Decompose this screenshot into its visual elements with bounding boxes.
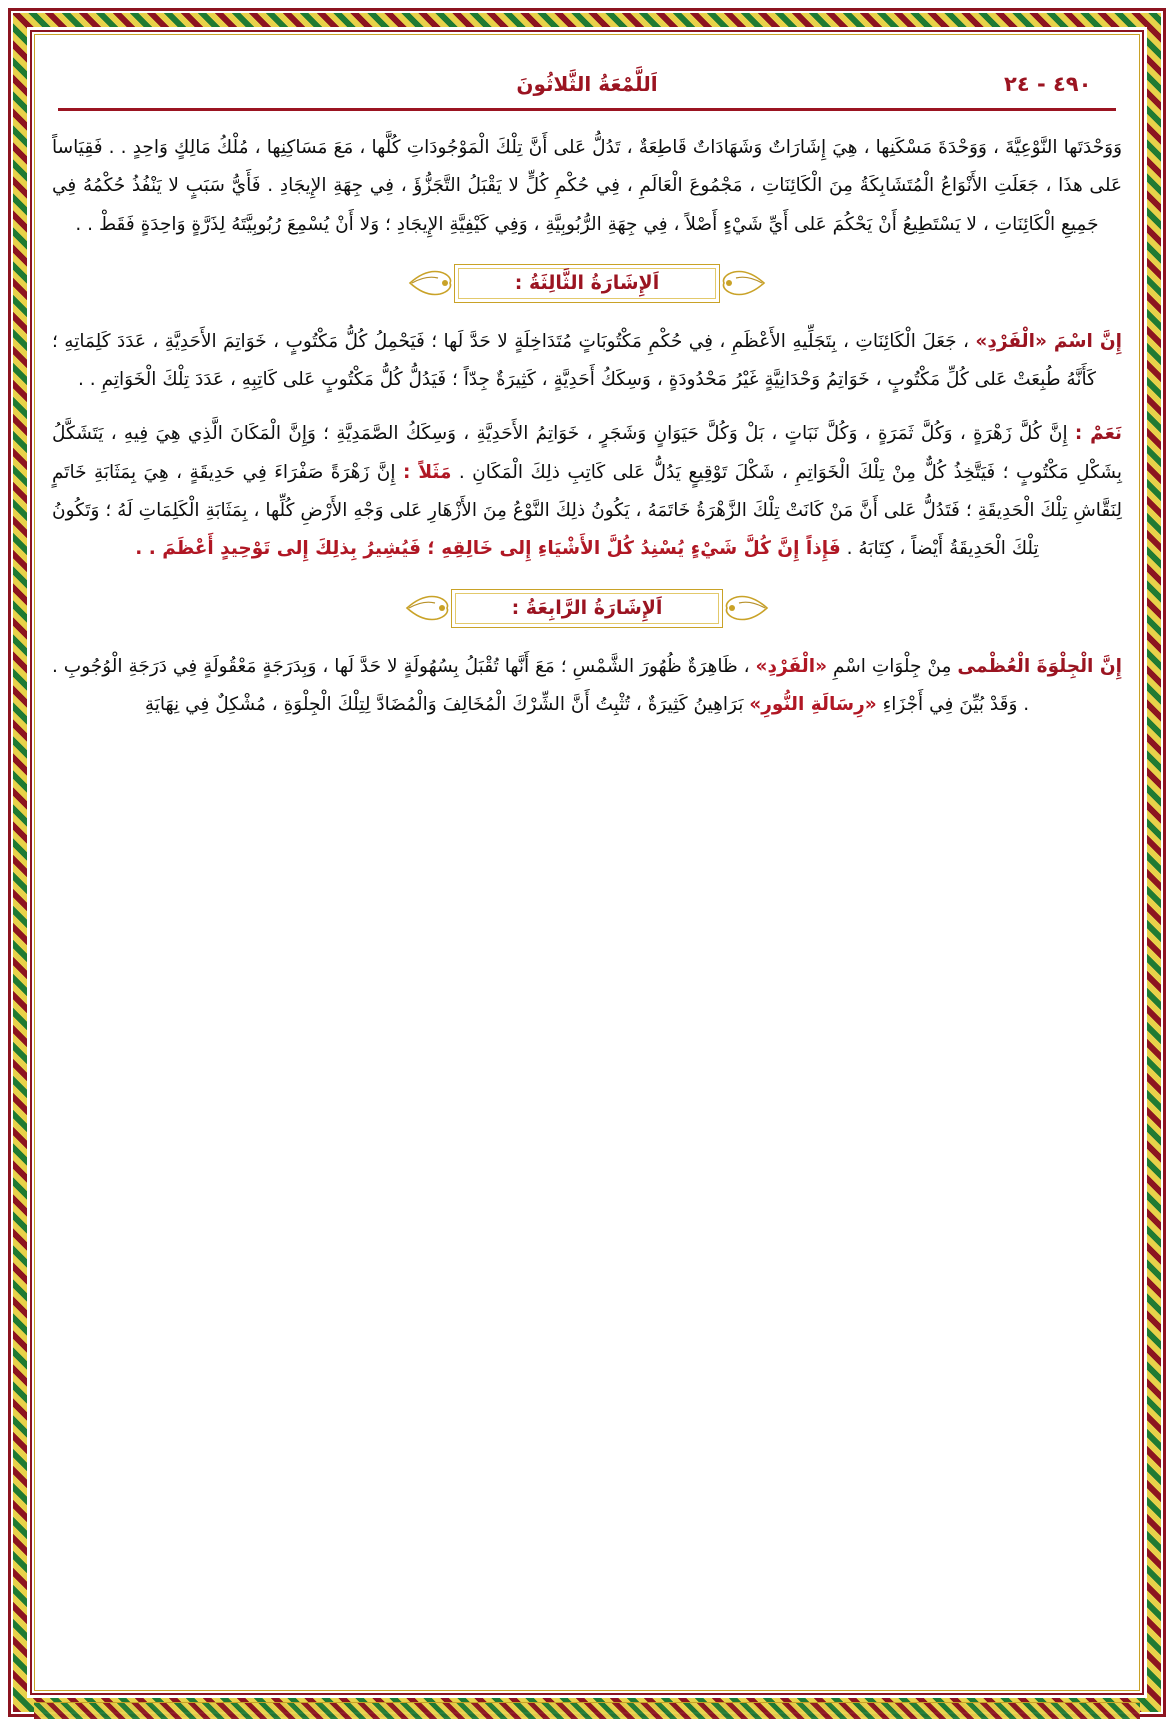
page-title: اَللَّمْعَةُ الثَّلاثُونَ bbox=[516, 72, 658, 96]
paragraph-4-text-a: مِنْ جِلْوَاتِ اسْمِ bbox=[827, 655, 958, 677]
paragraph-4-lead: إِنَّ الْجِلْوَةَ الْعُظْمى bbox=[957, 655, 1122, 677]
paragraph-4-term-risala-nur: «رِسَالَةِ النُّورِ» bbox=[749, 693, 877, 715]
header-divider bbox=[58, 108, 1116, 111]
ornament-left-flourish-icon bbox=[720, 266, 766, 300]
ornament-right-flourish-icon-2 bbox=[405, 591, 451, 625]
paragraph-2-text: ، جَعَلَ الْكَائِنَاتِ ، بِتَجَلِّيهِ الأَعْظَمِ ، فِي حُكْمِ مَكْتُوبَاتٍ مُتَدَاخِلَةٍ لا حَدَّ لَها ؛ فَيَحْمِلُ كُلُّ مَكْتُوبٍ ، خَوَاتِمَ الأَحَدِيَّةِ ، عَدَدَ كَلِمَاتِهِ ؛ كَأَنَّهُ طُبِعَتْ عَلى كُلِّ مَكْتُوبٍ ، خَوَاتِمُ وَحْدَانِيَّةٍ غَيْرُ مَحْدُودَةٍ ، وَسِكَكُ أَحَدِيَّةٍ ، كَثِيرَةٌ جِدّاً ؛ فَيَدُلُّ كُلُّ مَكْتُوبٍ عَلى كَاتِبِهِ ، عَدَدَ تِلْكَ الْخَوَاتِمِ . . bbox=[52, 330, 1096, 391]
section-heading-4 bbox=[52, 589, 1122, 628]
paragraph-4-text-b: ، ظَاهِرَةٌ ظُهُورَ الشَّمْسِ ؛ مَعَ أَنَّها تُقْبَلُ بِسُهُولَةٍ لا حَدَّ لَها ، وَبِدَرَجَةٍ مَعْقُولَةٍ فِي دَرَجَةِ الْوُجُوبِ . . وَقَدْ بُيِّنَ فِي أَجْزَاءِ bbox=[52, 655, 1030, 715]
section-heading-4-label: اَلإِشَارَةُ الرَّابِعَةُ : bbox=[451, 589, 724, 628]
section-heading-3 bbox=[52, 264, 1122, 303]
paragraph-3-highlight: فَإِذاً إِنَّ كُلَّ شَيْءٍ يُسْنِدُ كُلَّ الأَشْيَاءِ إِلى خَالِقِهِ ؛ فَيُشِيرُ بِذلِكَ إِلى تَوْحِيدٍ أَعْظَمَ . . bbox=[135, 538, 841, 560]
page-number: ٤٩٠ - ٢٤ bbox=[1004, 72, 1092, 96]
page-content bbox=[52, 58, 1122, 1679]
paragraph-4-text-c: بَرَاهِينُ كَثِيرَةٌ ، تُثْبِتُ أَنَّ الشِّرْكَ الْمُخَالِفَ وَالْمُضَادَّ لِتِلْكَ الْجِلْوَةِ ، مُشْكِلٌ فِي نِهَايَةِ bbox=[144, 693, 750, 715]
paragraph-3-lead: نَعَمْ : bbox=[1074, 423, 1122, 445]
page-header bbox=[52, 58, 1122, 102]
paragraph-2 bbox=[52, 323, 1122, 400]
footer-ornamental-band bbox=[34, 1702, 1140, 1719]
paragraph-3-text-b: إِنَّ زَهْرَةً صَفْرَاءَ فِي حَدِيقَةٍ ، هِيَ بِمَثَابَةِ خَاتَمٍ لِنَقَّاشِ تِلْكَ الْحَدِيقَةِ ؛ فَتَدُلُّ عَلى أَنَّ مَنْ كَانَتْ تِلْكَ الزَّهْرَةُ خَاتَمَهُ ، يَكُونُ ذلِكَ النَّوْعُ مِنَ الأَزْهَارِ عَلى وَجْهِ الأَرْضِ كُلِّها ، بِمَثَابَةِ الْكَلِمَاتِ لَهُ ؛ وَتَكُونُ تِلْكَ الْحَدِيقَةُ أَيْضاً ، كِتَابَهُ . bbox=[52, 461, 1122, 560]
paragraph-1: وَوَحْدَتَها النَّوْعِيَّةَ ، وَوَحْدَةَ مَسْكَنِها ، هِيَ إِشَارَاتٌ وَشَهَادَاتٌ قَاطِعَةٌ ، تَدُلُّ عَلى أَنَّ تِلْكَ الْمَوْجُودَاتِ كُلَّها ، مَعَ مَسَاكِنِها ، مُلْكُ مَالِكٍ وَاحِدٍ . . فَقِيَاساً عَلى هذَا ، جَعَلَتِ الأَنْوَاعُ الْمُتَشَابِكَةُ مِنَ الْكَائِنَاتِ ، مَجْمُوعَ الْعَالَمِ ، فِي حُكْمِ كُلٍّ لا يَقْبَلُ التَّجَزُّؤَ ، فِي جِهَةِ الإِيجَادِ . فَأَيُّ سَبَبٍ لا يَنْفُذُ حُكْمُهُ فِي جَمِيعِ الْكَائِنَاتِ ، لا يَسْتَطِيعُ أَنْ يَحْكُمَ عَلى أَيِّ شَيْءٍ أَصْلاً ، فِي جِهَةِ الرُّبُوبِيَّةِ ، وَفِي كَيْفِيَّةِ الإِيجَادِ ؛ وَلا أَنْ يُسْمِعَ رُبُوبِيَّتَهُ لِذَرَّةٍ وَاحِدَةٍ فَقَطْ . . bbox=[52, 137, 1122, 235]
section-heading-3-label: اَلإِشَارَةُ الثَّالِثَةُ : bbox=[454, 264, 720, 303]
ornament-right-flourish-icon bbox=[408, 266, 454, 300]
paragraph-3 bbox=[52, 415, 1122, 568]
ornament-left-flourish-icon-2 bbox=[723, 591, 769, 625]
paragraph-2-lead: إِنَّ اسْمَ «الْفَرْدِ» bbox=[975, 330, 1122, 352]
paragraph-3-mathalan: مَثَلاً : bbox=[402, 461, 452, 483]
paragraph-4-term-fard: «الْفَرْدِ» bbox=[755, 655, 828, 677]
paragraph-3-text-a: إِنَّ كُلَّ زَهْرَةٍ ، وَكُلَّ ثَمَرَةٍ ، وَكُلَّ نَبَاتٍ ، بَلْ وَكُلَّ حَيَوَانٍ وَشَجَرٍ ، خَوَاتِمُ الأَحَدِيَّةِ ، وَسِكَكُ الصَّمَدِيَّةِ ؛ وَإِنَّ الْمَكَانَ الَّذِي هِيَ فِيهِ ، يَتَشَكَّلُ بِشَكْلِ مَكْتُوبٍ ؛ فَيَتَّخِذُ كُلٌّ مِنْ تِلْكَ الْخَوَاتِمِ ، شَكْلَ تَوْقِيعٍ يَدُلُّ عَلى كَاتِبِ ذلِكَ الْمَكَانِ . bbox=[52, 423, 1122, 483]
paragraph-4 bbox=[52, 648, 1122, 725]
